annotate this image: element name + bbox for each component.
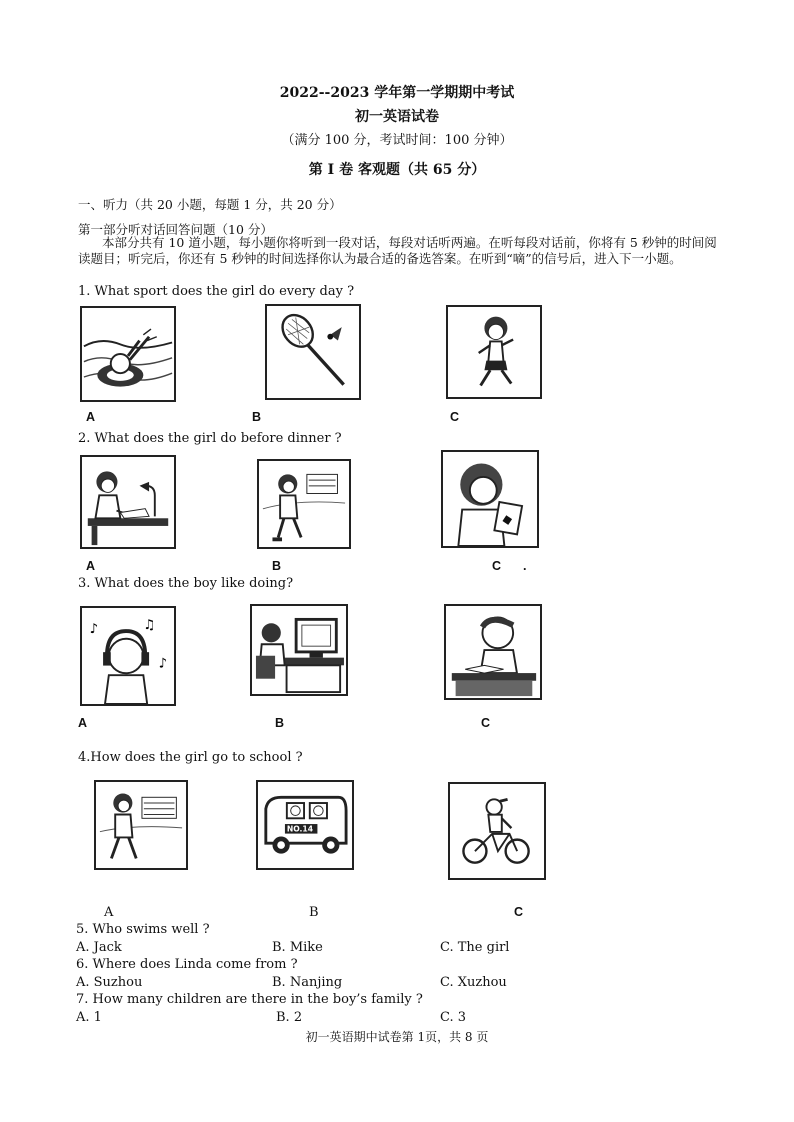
exam-info: （满分 100 分，考试时间：100 分钟）: [281, 133, 513, 148]
boy-using-computer-picture: [250, 604, 348, 696]
q3-label-a: A: [78, 716, 88, 730]
svg-text:♪: ♪: [158, 656, 168, 672]
exam-title: 2022--2023 学年第一学期期中考试: [279, 85, 515, 101]
swimming-picture: [80, 306, 176, 402]
boy-reading-book-picture: [444, 604, 542, 700]
q3-label-b: B: [275, 716, 285, 730]
badminton-racket-picture: [265, 304, 361, 400]
q4-label-c: C: [514, 905, 524, 919]
q5-option-c: C. The girl: [440, 940, 510, 955]
q4-label-b: B: [309, 905, 319, 920]
svg-text:NO.14: NO.14: [286, 824, 314, 834]
girl-reading-card-picture: [441, 450, 539, 548]
girl-walking-picture: [257, 459, 351, 549]
page-footer: 初一英语期中试卷第 1页，共 8 页: [305, 1030, 489, 1044]
q2-label-c: C: [492, 559, 502, 573]
school-bus-picture: [256, 780, 354, 870]
q4-label-a: A: [104, 905, 114, 920]
q5-option-a: A. Jack: [76, 940, 122, 955]
volume-heading: 第 I 卷 客观题（共 65 分）: [308, 162, 486, 178]
q2-label-b: B: [272, 559, 282, 573]
q7-option-b: B. 2: [276, 1010, 303, 1025]
question-1: 1. What sport does the girl do every day ?: [78, 284, 355, 299]
running-girl-picture: [446, 305, 542, 399]
q3-label-c: C: [481, 716, 491, 730]
girl-walking-to-school-picture: [94, 780, 188, 870]
exam-subtitle: 初一英语试卷: [355, 109, 439, 125]
question-7: 7. How many children are there in the boy’s family ?: [76, 992, 423, 1007]
section-heading: 一、听力（共 20 小题，每题 1 分，共 20 分）: [78, 197, 342, 212]
svg-text:♫: ♫: [143, 618, 156, 634]
q1-label-a: A: [86, 410, 96, 424]
svg-text:♪: ♪: [89, 622, 99, 637]
part-title: 第一部分听对话回答问题（10 分）: [78, 222, 273, 237]
q6-option-c: C. Xuzhou: [440, 975, 507, 990]
q5-option-b: B. Mike: [272, 940, 323, 955]
question-6: 6. Where does Linda come from ?: [76, 957, 298, 972]
girl-studying-picture: [80, 455, 176, 549]
q2-label-a: A: [86, 559, 96, 573]
q7-option-c: C. 3: [440, 1010, 467, 1025]
q6-option-b: B. Nanjing: [272, 975, 343, 990]
boy-listening-music-picture: [80, 606, 176, 706]
question-5: 5. Who swims well ?: [76, 922, 210, 937]
q2-stray-mark: .: [523, 559, 527, 573]
q1-label-b: B: [252, 410, 262, 424]
q1-label-c: C: [450, 410, 460, 424]
question-3: 3. What does the boy like doing?: [78, 576, 294, 591]
q7-option-a: A. 1: [76, 1010, 102, 1025]
question-2: 2. What does the girl do before dinner ?: [78, 431, 342, 446]
instructions: 本部分共有 10 道小题，每小题你将听到一段对话，每段对话听两遍。在听每段对话前，你将有 5 秒钟的时间阅读题目；听完后，你还有 5 秒钟的时间选择你认为最合适的备选答案。在听到“嘀”的信号后，进入下一小题。: [78, 235, 717, 266]
q6-option-a: A. Suzhou: [76, 975, 143, 990]
question-4: 4.How does the girl go to school ?: [78, 750, 303, 765]
girl-cycling-picture: [448, 782, 546, 880]
